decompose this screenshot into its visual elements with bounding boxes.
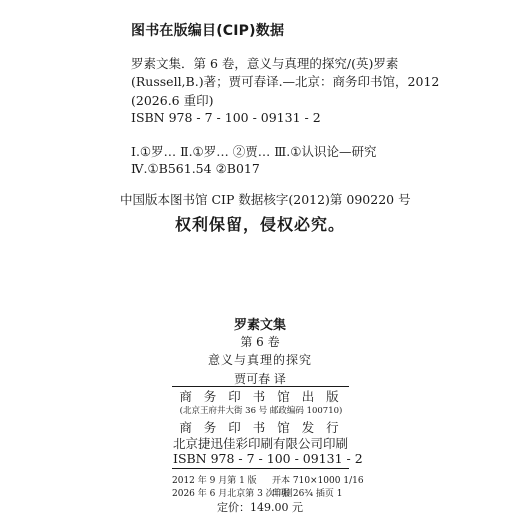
divider-bottom [172, 468, 349, 469]
publisher-line: 商 务 印 书 馆 出 版 [179, 389, 343, 404]
translator-credit: 贾可春 译 [234, 372, 286, 386]
cip-isbn: ISBN 978 - 7 - 100 - 09131 - 2 [131, 110, 321, 125]
printer-line: 北京捷迅佳彩印刷有限公司印刷 [173, 436, 349, 451]
copyright-isbn: ISBN 978 - 7 - 100 - 09131 - 2 [173, 451, 363, 466]
publisher-address: (北京王府井大街 36 号 邮政编码 100710) [179, 406, 343, 416]
cip-heading: 图书在版编目(CIP)数据 [131, 23, 285, 39]
cip-line-1: 罗素文集．第 6 卷，意义与真理的探究/(英)罗素 [131, 56, 399, 71]
sheets-info: 印张 26¾ 插页 1 [272, 489, 343, 499]
price: 定价：149.00 元 [217, 501, 303, 514]
format-info: 开本 710×1000 1/16 [272, 476, 364, 486]
series-title: 罗素文集 [233, 318, 286, 333]
edition-first: 2012 年 9 月第 1 版 [172, 476, 257, 486]
volume-label: 第 6 卷 [240, 335, 280, 349]
cip-classification-2: Ⅳ.①B561.54 ②B017 [131, 161, 260, 176]
book-title: 意义与真理的探究 [207, 353, 312, 367]
rights-notice: 权利保留，侵权必究。 [174, 215, 345, 234]
cip-line-2: (Russell,B.)著；贾可春译.—北京：商务印书馆，2012 [131, 74, 440, 89]
edition-reprint: 2026 年 6 月北京第 3 次印刷 [172, 489, 293, 499]
cip-classification-1: Ⅰ.①罗… Ⅱ.①罗… ②贾… Ⅲ.①认识论—研究 [131, 144, 377, 159]
distributor-line: 商 务 印 书 馆 发 行 [179, 420, 343, 435]
cip-verification: 中国版本图书馆 CIP 数据核字(2012)第 090220 号 [120, 192, 411, 207]
cip-line-3: (2026.6 重印) [131, 93, 214, 108]
